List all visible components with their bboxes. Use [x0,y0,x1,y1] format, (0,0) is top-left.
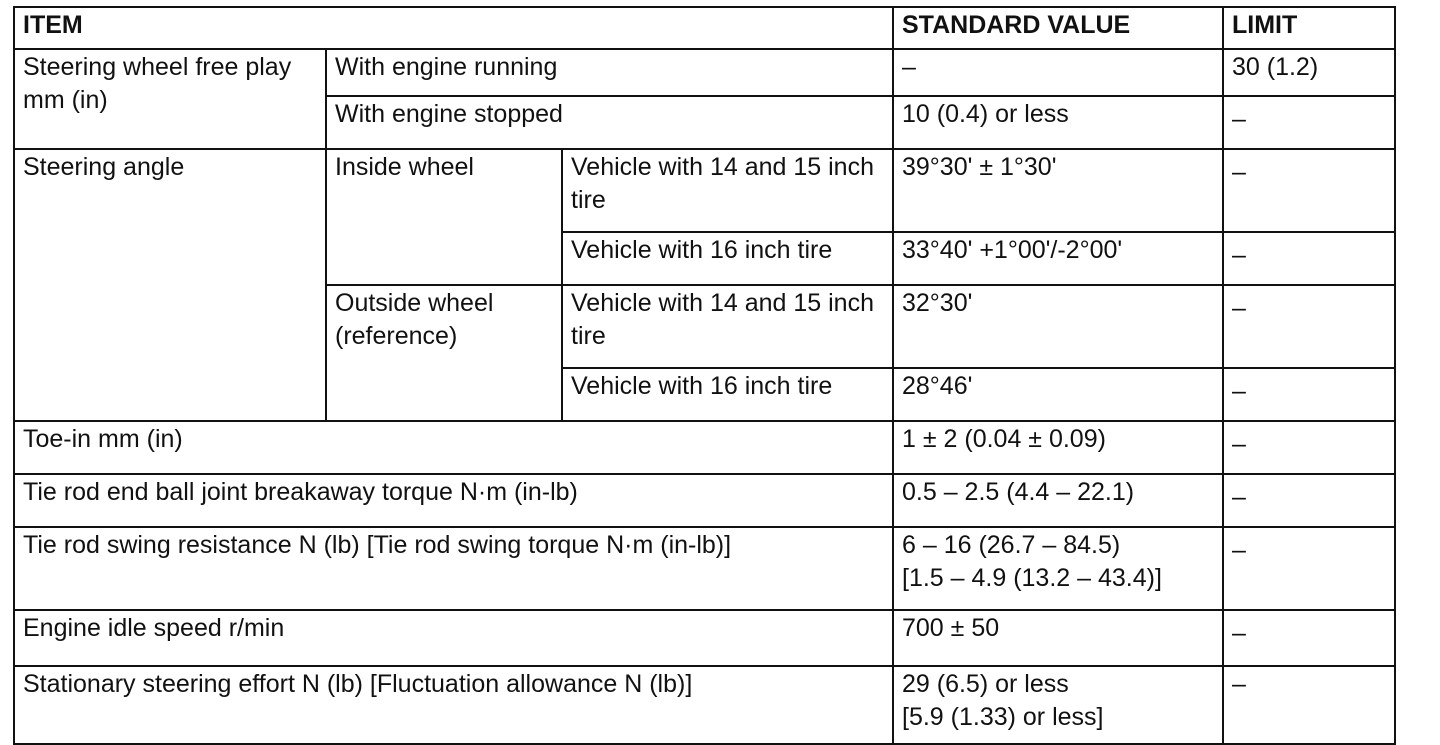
swing-standard [893,527,1223,610]
free-play-running-label: With engine running [326,49,893,96]
free-play-running-standard: – [893,49,1223,96]
free-play-stopped-limit: – [1223,96,1395,149]
inside-16-limit: – [1223,232,1395,285]
outside-16-limit: – [1223,368,1395,421]
outside-wheel-label: Outside wheel (reference) [326,285,562,421]
effort-limit: – [1223,666,1395,744]
toe-in-item: Toe-in mm (in) [14,421,893,474]
table-row [14,474,1395,527]
toe-in-standard: 1 ± 2 (0.04 ± 0.09) [893,421,1223,474]
inside-14-15-standard: 39°30' ± 1°30' [893,149,1223,232]
swing-item: Tie rod swing resistance N (lb) [Tie rod swing torque N·m (in-lb)] [14,527,893,610]
outside-14-15-label: Vehicle with 14 and 15 inch tire [562,285,893,368]
table-header-row [14,7,1395,49]
inside-16-label: Vehicle with 16 inch tire [562,232,893,285]
inside-14-15-limit: – [1223,149,1395,232]
table-row [14,149,1395,232]
idle-standard: 700 ± 50 [893,610,1223,666]
steering-spec-table [13,6,1396,745]
swing-limit: – [1223,527,1395,610]
effort-item: Stationary steering effort N (lb) [Fluctuation allowance N (lb)] [14,666,893,744]
table-row [14,421,1395,474]
toe-in-limit: – [1223,421,1395,474]
outside-16-label: Vehicle with 16 inch tire [562,368,893,421]
idle-item: Engine idle speed r/min [14,610,893,666]
effort-standard [893,666,1223,744]
effort-standard-line2: [5.9 (1.33) or less] [902,703,1104,731]
table-row [14,610,1395,666]
inside-16-standard: 33°40' +1°00'/-2°00' [893,232,1223,285]
ball-joint-standard: 0.5 – 2.5 (4.4 – 22.1) [893,474,1223,527]
swing-standard-line1: 6 – 16 (26.7 – 84.5) [902,531,1121,559]
header-standard-value: STANDARD VALUE [893,7,1223,49]
outside-14-15-limit: – [1223,285,1395,368]
idle-limit: – [1223,610,1395,666]
ball-joint-limit: – [1223,474,1395,527]
inside-14-15-label: Vehicle with 14 and 15 inch tire [562,149,893,232]
ball-joint-item: Tie rod end ball joint breakaway torque N·m (in-lb) [14,474,893,527]
header-item: ITEM [14,7,893,49]
table-row [14,666,1395,744]
inside-wheel-label: Inside wheel [326,149,562,285]
steering-angle-item: Steering angle [14,149,326,421]
free-play-stopped-standard: 10 (0.4) or less [893,96,1223,149]
swing-standard-line2: [1.5 – 4.9 (13.2 – 43.4)] [902,564,1162,592]
header-limit: LIMIT [1223,7,1395,49]
table-row [14,527,1395,610]
effort-standard-line1: 29 (6.5) or less [902,670,1069,698]
table-row [14,49,1395,96]
free-play-item: Steering wheel free play mm (in) [14,49,326,149]
free-play-running-limit: 30 (1.2) [1223,49,1395,96]
outside-14-15-standard: 32°30' [893,285,1223,368]
outside-16-standard: 28°46' [893,368,1223,421]
free-play-stopped-label: With engine stopped [326,96,893,149]
